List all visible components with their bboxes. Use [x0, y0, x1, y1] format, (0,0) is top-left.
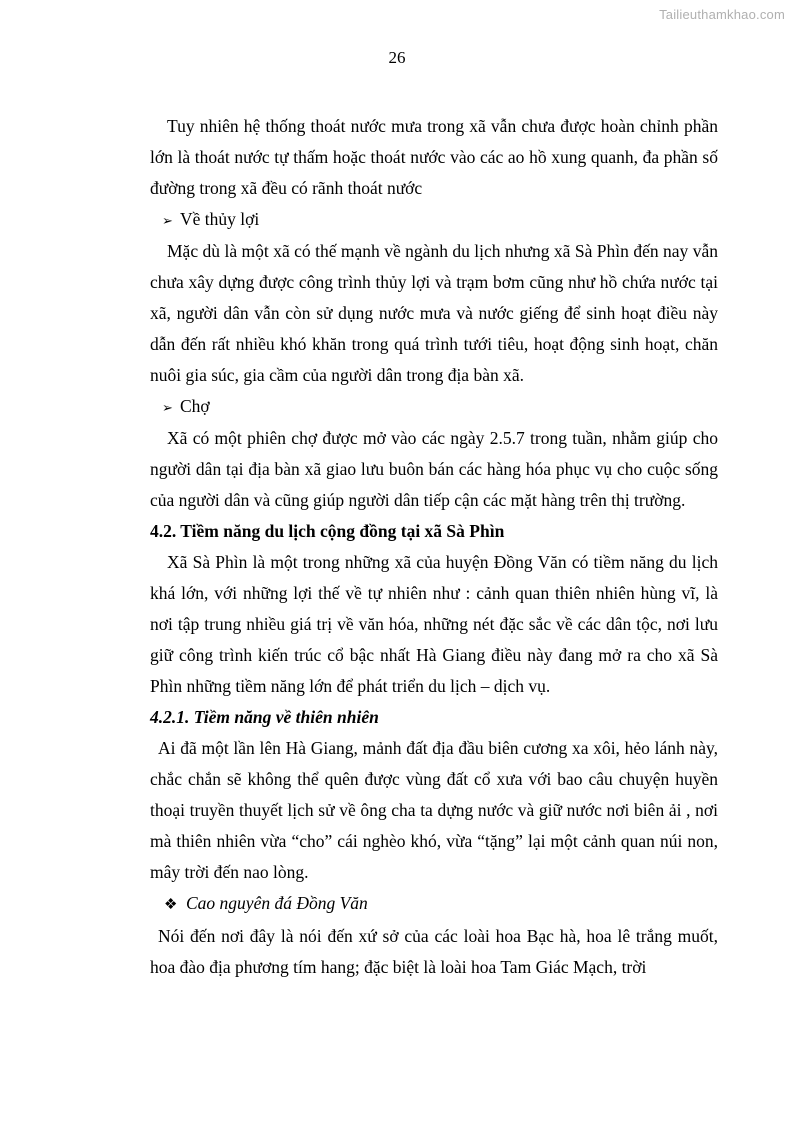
bullet-irrigation: [150, 204, 718, 236]
page-number: 26: [388, 48, 406, 67]
paragraph-flowers: Nói đến nơi đây là nói đến xứ sở của các loài hoa Bạc hà, hoa lê trắng muốt, hoa đào địa phương tím hang; đặc biệt là loài hoa Tam Giác Mạch, trời: [150, 926, 718, 977]
arrow-right-bullet-icon: ➢: [162, 400, 173, 415]
paragraph-drainage: Tuy nhiên hệ thống thoát nước mưa trong xã vẫn chưa được hoàn chỉnh phần lớn là thoát nước tự thấm hoặc thoát nước vào các ao hồ xung quanh, đa phần số đường trong xã đều có rãnh thoát nước: [150, 116, 718, 198]
paragraph-tourism-potential: Xã Sà Phìn là một trong những xã của huyện Đồng Văn có tiềm năng du lịch khá lớn, với những lợi thế về tự nhiên như : cảnh quan thiên nhiên hùng vĩ, là nơi tập trung nhiều giá trị về văn hóa, những nét đặc sắc về các dân tộc, nơi lưu giữ công trình kiến trúc cổ bậc nhất Hà Giang điều này đang mở ra cho xã Sà Phìn những tiềm năng lớn để phát triển du lịch – dịch vụ.: [150, 552, 718, 696]
bullet-dong-van-label: Cao nguyên đá Đồng Văn: [186, 893, 368, 913]
paragraph-ha-giang: Ai đã một lần lên Hà Giang, mảnh đất địa đầu biên cương xa xôi, hẻo lánh này, chắc chắn sẽ không thể quên được vùng đất cổ xưa với bao câu chuyện huyền thoại truyền thuyết lịch sử về ông cha ta dựng nước và giữ nước nơi biên ải , nơi mà thiên nhiên vừa “cho” cái nghèo khó, vừa “tặng” lại một cảnh quan núi non, mây trời đến nao lòng.: [150, 738, 718, 882]
arrow-right-bullet-icon: ➢: [162, 213, 173, 228]
section-heading-4-2: 4.2. Tiềm năng du lịch cộng đồng tại xã Sà Phìn: [150, 521, 505, 541]
watermark: Tailieuthamkhao.com: [659, 7, 785, 22]
bullet-market: [150, 391, 718, 423]
subsection-heading-4-2-1: 4.2.1. Tiềm năng về thiên nhiên: [150, 707, 379, 727]
document-body: [150, 111, 718, 983]
bullet-dong-van-plateau: [150, 888, 718, 921]
bullet-market-label: Chợ: [180, 396, 210, 416]
paragraph-market: Xã có một phiên chợ được mở vào các ngày 2.5.7 trong tuần, nhằm giúp cho người dân tại địa bàn xã giao lưu buôn bán các hàng hóa phục vụ cho cuộc sống của người dân và cũng giúp người dân tiếp cận các mặt hàng trên thị trường.: [150, 428, 718, 510]
diamond-bullet-icon: ❖: [164, 897, 178, 913]
paragraph-irrigation: Mặc dù là một xã có thế mạnh về ngành du lịch nhưng xã Sà Phìn đến nay vẫn chưa xây dựng được công trình thủy lợi và trạm bơm cũng như hồ chứa nước tại xã, người dân vẫn còn sử dụng nước mưa và nước giếng để sinh hoạt điều này dẫn đến rất nhiều khó khăn trong quá trình tưới tiêu, hoạt động sinh hoạt, chăn nuôi gia súc, gia cầm của người dân trong địa bàn xã.: [150, 241, 718, 385]
bullet-irrigation-label: Về thủy lợi: [180, 209, 260, 229]
